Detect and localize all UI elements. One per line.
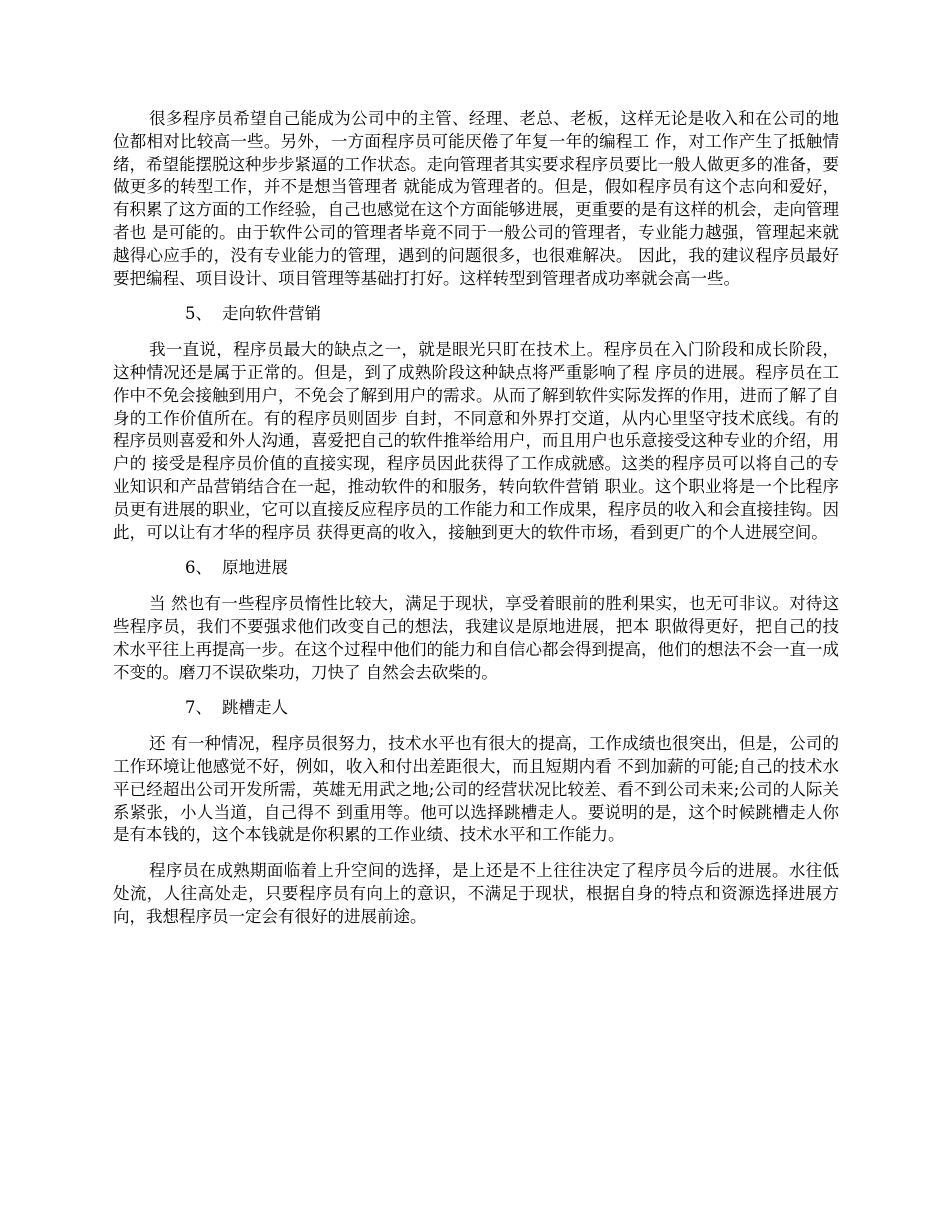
section-5-heading	[113, 303, 839, 326]
section-7-paragraph: 还 有一种情况，程序员很努力，技术水平也有很大的提高，工作成绩也很突出，但是，公司的工作环境让他感觉不好，例如，收入和付出差距很大，而且短期内看 不到加薪的可能;自己的技术水平已经超出公司开发所需，英雄无用武之地;公司的经营状况比较差、看不到公司未来;公司的人际关系紧张，小人当道，自己得不 到重用等。他可以选择跳槽走人。要说明的是，这个时候跳槽走人你是有本钱的，这个本钱就是你积累的工作业绩、技术水平和工作能力。	[113, 734, 839, 845]
section-5-number: 5、	[185, 304, 212, 324]
intro-paragraph: 很多程序员希望自己能成为公司中的主管、经理、老总、老板，这样无论是收入和在公司的地位都相对比较高一些。另外，一方面程序员可能厌倦了年复一年的编程工 作，对工作产生了抵触情绪，希望能摆脱这种步步紧逼的工作状态。走向管理者其实要求程序员要比一般人做更多的准备，要做更多的转型工作，并不是想当管理者 就能成为管理者的。但是，假如程序员有这个志向和爱好，有积累了这方面的工作经验，自己也感觉在这个方面能够进展，更重要的是有这样的机会，走向管理者也 是可能的。由于软件公司的管理者毕竟不同于一般公司的管理者，专业能力越强，管理起来就越得心应手的，没有专业能力的管理，遇到的问题很多，也很难解决。 因此，我的建议程序员最好要把编程、项目设计、项目管理等基础打打好。这样转型到管理者成功率就会高一些。	[113, 109, 839, 288]
section-6-heading	[113, 557, 839, 580]
section-7-heading	[113, 697, 839, 720]
section-6-number: 6、	[185, 558, 212, 578]
section-6-paragraph: 当 然也有一些程序员惰性比较大，满足于现状，享受着眼前的胜利果实，也无可非议。对待这些程序员，我们不要强求他们改变自己的想法，我建议是原地进展，把本 职做得更好，把自己的技术水平往上再提高一步。在这个过程中他们的能力和自信心都会得到提高，他们的想法不会一直一成不变的。磨刀不误砍柴功，刀快了 自然会去砍柴的。	[113, 594, 839, 682]
section-7-title: 跳槽走人	[222, 698, 288, 718]
document-page	[113, 108, 839, 942]
section-6-title: 原地进展	[222, 558, 288, 578]
section-5-title: 走向软件营销	[222, 304, 321, 324]
section-5-paragraph: 我一直说，程序员最大的缺点之一，就是眼光只盯在技术上。程序员在入门阶段和成长阶段，这种情况还是属于正常的。但是，到了成熟阶段这种缺点将严重影响了程 序员的进展。程序员在工作中不免会接触到用户，不免会了解到用户的需求。从而了解到软件实际发挥的作用，进而了解了自身的工作价值所在。有的程序员则固步 自封，不同意和外界打交道，从内心里坚守技术底线。有的程序员则喜爱和外人沟通，喜爱把自己的软件推举给用户，而且用户也乐意接受这种专业的介绍，用户的 接受是程序员价值的直接实现，程序员因此获得了工作成就感。这类的程序员可以将自己的专业知识和产品营销结合在一起，推动软件的和服务，转向软件营销 职业。这个职业将是一个比程序员更有进展的职业，它可以直接反应程序员的工作能力和工作成果，程序员的收入和会直接挂钩。因此，可以让有才华的程序员 获得更高的收入，接触到更大的软件市场，看到更广的个人进展空间。	[113, 340, 839, 542]
closing-paragraph: 程序员在成熟期面临着上升空间的选择，是上还是不上往往决定了程序员今后的进展。水往低处流，人往高处走，只要程序员有向上的意识，不满足于现状，根据自身的特点和资源选择进展方向，我想程序员一定会有很好的进展前途。	[113, 861, 839, 926]
section-7-number: 7、	[185, 698, 212, 718]
